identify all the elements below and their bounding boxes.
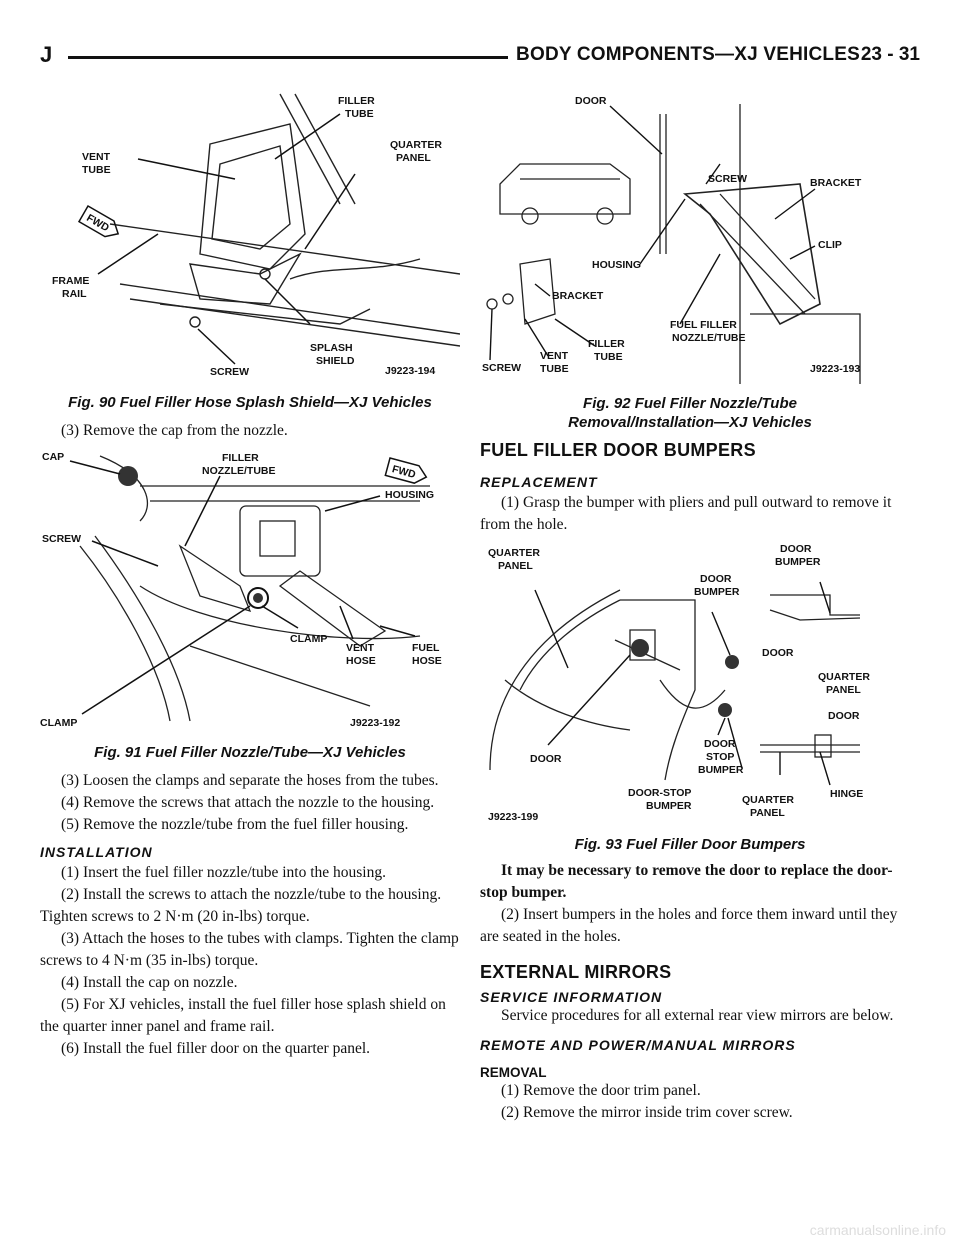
cap-shape xyxy=(118,466,138,486)
install-step-1: (1) Insert the fuel filler nozzle/tube into the housing. xyxy=(61,864,386,881)
label-housing: HOUSING xyxy=(592,259,642,271)
door-bumpers-illustration xyxy=(480,540,900,830)
label-hose: HOSE xyxy=(346,655,376,667)
label-frame: FRAME xyxy=(52,275,90,287)
watermark: carmanualsonline.info xyxy=(809,1222,946,1238)
figure-code: J9223-199 xyxy=(488,811,539,823)
label-bumper-2: BUMPER xyxy=(775,556,821,568)
header-title: BODY COMPONENTS—XJ VEHICLES xyxy=(516,44,860,65)
label-hose-2: HOSE xyxy=(412,655,442,667)
label-rail: RAIL xyxy=(62,288,87,300)
page-header xyxy=(40,40,920,70)
label-hinge: HINGE xyxy=(830,788,864,800)
step-remove-screws: (4) Remove the screws that attach the nozzle to the housing. xyxy=(61,794,435,811)
label-bumper-3: BUMPER xyxy=(698,764,744,776)
label-door-4: DOOR xyxy=(530,753,562,765)
install-step-3: (3) Attach the hoses to the tubes with clamps. Tighten the clamp screws to 4 N·m (35 in-lbs) torque. xyxy=(40,930,459,969)
label-tube-2: TUBE xyxy=(82,164,111,176)
label-bracket-2: BRACKET xyxy=(552,290,604,302)
label-quarter: QUARTER xyxy=(488,547,540,559)
step-grasp-bumper: (1) Grasp the bumper with pliers and pull outward to remove it from the hole. xyxy=(480,494,892,533)
caption-line: Removal/Installation—XJ Vehicles xyxy=(568,414,812,431)
splash-shield-illustration xyxy=(40,84,460,384)
fwd-arrow-icon xyxy=(79,206,123,242)
label-quarter: QUARTER xyxy=(390,139,442,151)
label-quarter-3: QUARTER xyxy=(742,794,794,806)
label-screw: SCREW xyxy=(210,366,250,378)
step-remove-nozzle: (5) Remove the nozzle/tube from the fuel filler housing. xyxy=(61,816,409,833)
replacement-heading: REPLACEMENT xyxy=(480,474,598,490)
label-panel-3: PANEL xyxy=(750,807,785,819)
label-stop: STOP xyxy=(706,751,735,763)
header-letter: J xyxy=(40,42,53,67)
nozzle-removal-illustration xyxy=(480,84,900,384)
label-cap: CAP xyxy=(42,451,65,463)
door-removal-note: It may be necessary to remove the door to replace the door-stop bumper. xyxy=(480,862,893,901)
install-step-4: (4) Install the cap on nozzle. xyxy=(61,974,238,991)
label-screw: SCREW xyxy=(42,533,82,545)
label-clamp: CLAMP xyxy=(290,633,328,645)
label-panel: PANEL xyxy=(396,152,431,164)
door-bumper-shape xyxy=(725,655,739,669)
label-door-3: DOOR xyxy=(762,647,794,659)
label-nozzle-tube: NOZZLE/TUBE xyxy=(202,465,276,477)
label-bumper: BUMPER xyxy=(694,586,740,598)
label-door-2: DOOR xyxy=(780,543,812,555)
removal-heading: REMOVAL xyxy=(480,1065,547,1080)
service-text: Service procedures for all external rear view mirrors are below. xyxy=(501,1007,894,1024)
label-tube: TUBE xyxy=(345,108,374,120)
label-vent: VENT xyxy=(82,151,111,163)
label-vent: VENT xyxy=(346,642,375,654)
label-tube-2: TUBE xyxy=(594,351,623,363)
label-panel-2: PANEL xyxy=(826,684,861,696)
label-screw-2: SCREW xyxy=(482,362,522,374)
install-step-6: (6) Install the fuel filler door on the quarter panel. xyxy=(61,1040,371,1057)
service-information-heading: SERVICE INFORMATION xyxy=(480,989,663,1005)
step-insert-bumpers: (2) Insert bumpers in the holes and force them inward until they are seated in the holes. xyxy=(480,906,898,945)
figure-91-caption: Fig. 91 Fuel Filler Nozzle/Tube—XJ Vehicles xyxy=(94,744,406,761)
figure-code: J9223-194 xyxy=(385,365,436,377)
removal-step-2: (2) Remove the mirror inside trim cover screw. xyxy=(501,1104,793,1121)
label-quarter-2: QUARTER xyxy=(818,671,870,683)
label-door: DOOR xyxy=(575,95,607,107)
installation-heading: INSTALLATION xyxy=(40,844,153,860)
label-clip: CLIP xyxy=(818,239,842,251)
label-fwd: FWD xyxy=(84,211,112,235)
door-shape xyxy=(631,639,649,657)
label-tube: TUBE xyxy=(540,363,569,375)
figure-90-caption: Fig. 90 Fuel Filler Hose Splash Shield—XJ Vehicles xyxy=(68,394,432,411)
label-splash: SPLASH xyxy=(310,342,353,354)
label-vent: VENT xyxy=(540,350,569,362)
label-housing: HOUSING xyxy=(385,489,435,501)
figure-93-caption: Fig. 93 Fuel Filler Door Bumpers xyxy=(574,836,806,853)
label-bumper-4: BUMPER xyxy=(646,800,692,812)
figure-91 xyxy=(40,446,460,736)
left-column-text xyxy=(40,770,460,1060)
label-door-6: DOOR xyxy=(828,710,860,722)
remote-power-manual-mirrors-heading: REMOTE AND POWER/MANUAL MIRRORS xyxy=(480,1037,796,1053)
label-panel: PANEL xyxy=(498,560,533,572)
page-number: 23 - 31 xyxy=(860,44,920,65)
fwd-arrow-icon xyxy=(385,458,428,486)
figure-93 xyxy=(480,540,900,830)
label-door-stop: DOOR-STOP xyxy=(628,787,692,799)
step-loosen-clamps: (3) Loosen the clamps and separate the hoses from the tubes. xyxy=(61,772,439,789)
header-rule xyxy=(68,56,508,59)
figure-code: J9223-193 xyxy=(810,363,861,375)
label-bracket: BRACKET xyxy=(810,177,862,189)
label-screw: SCREW xyxy=(708,173,748,185)
install-step-5: (5) For XJ vehicles, install the fuel filler hose splash shield on the quarter inner panel and frame rail. xyxy=(40,996,446,1035)
fuel-filler-door-bumpers-heading: FUEL FILLER DOOR BUMPERS xyxy=(480,440,756,460)
label-filler: FILLER xyxy=(588,338,625,350)
clamp-center xyxy=(253,593,263,603)
figure-92 xyxy=(480,84,900,384)
figure-code: J9223-192 xyxy=(350,717,401,729)
caption-line: Fig. 92 Fuel Filler Nozzle/Tube xyxy=(583,395,797,412)
right-column-text xyxy=(480,860,900,1124)
figure-92-caption xyxy=(480,394,900,432)
label-fuel-filler: FUEL FILLER xyxy=(670,319,737,331)
external-mirrors-heading: EXTERNAL MIRRORS xyxy=(480,962,672,982)
install-step-2: (2) Install the screws to attach the nozzle/tube to the housing. Tighten screws to 2 N·m (20 in-lbs) torque. xyxy=(40,886,442,925)
figure-90 xyxy=(40,84,460,384)
label-fuel: FUEL xyxy=(412,642,440,654)
step-remove-cap: (3) Remove the cap from the nozzle. xyxy=(61,422,288,439)
label-clamp-2: CLAMP xyxy=(40,717,78,729)
label-filler: FILLER xyxy=(338,95,375,107)
label-filler: FILLER xyxy=(222,452,259,464)
label-nozzle-tube: NOZZLE/TUBE xyxy=(672,332,746,344)
label-door-5: DOOR xyxy=(704,738,736,750)
nozzle-tube-illustration xyxy=(40,446,460,736)
label-fwd: FWD xyxy=(390,463,417,481)
label-shield: SHIELD xyxy=(316,355,355,367)
removal-step-1: (1) Remove the door trim panel. xyxy=(501,1082,701,1099)
label-door: DOOR xyxy=(700,573,732,585)
door-stop-bumper-shape xyxy=(718,703,732,717)
